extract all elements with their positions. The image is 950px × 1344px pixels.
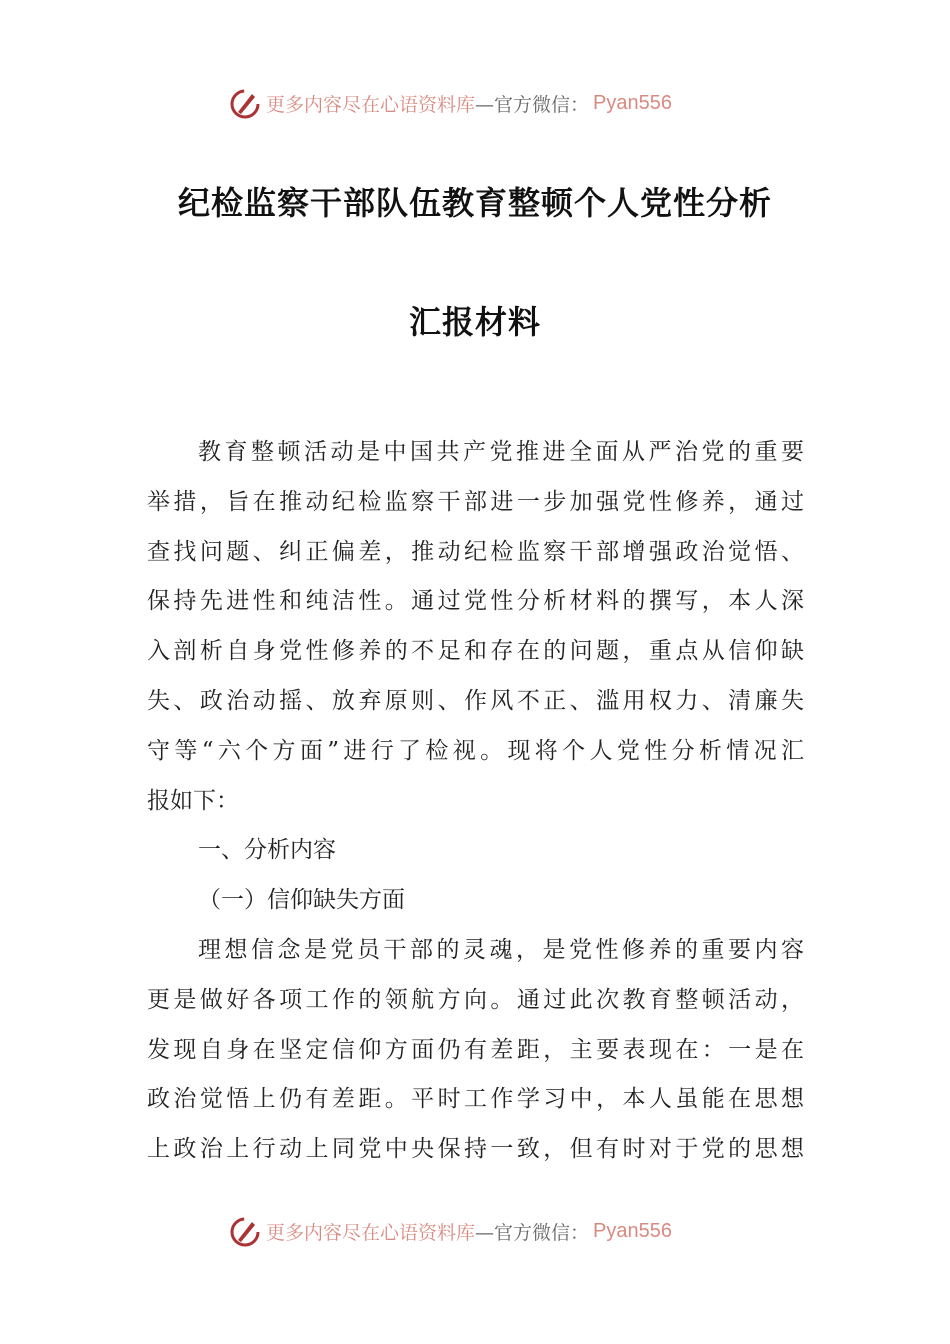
paragraph-line: 更是做好各项工作的领航方向。通过此次教育整顿活动， <box>147 986 804 1013</box>
watermark-wechat-id: Pyan556 <box>593 91 672 114</box>
paragraph-line: 举措，旨在推动纪检监察干部进一步加强党性修养，通过 <box>147 488 804 515</box>
paragraph-line: 查找问题、纠正偏差，推动纪检监察干部增强政治觉悟、 <box>147 538 804 565</box>
paragraph-line: 教育整顿活动是中国共产党推进全面从严治党的重要 <box>198 439 804 465</box>
paragraph-line: 发现自身在坚定信仰方面仍有差距，主要表现在：一是在 <box>147 1036 804 1063</box>
paragraph-line: 上政治上行动上同党中央保持一致，但有时对于党的思想 <box>147 1136 804 1163</box>
paragraph-line: 理想信念是党员干部的灵魂，是党性修养的重要内容 <box>198 936 804 963</box>
pen-logo-icon <box>228 1214 262 1248</box>
pen-logo-icon <box>228 86 262 120</box>
paragraph-line: 政治觉悟上仍有差距。平时工作学习中，本人虽能在思想 <box>147 1086 804 1113</box>
paragraph-line: 一、分析内容 <box>198 837 336 864</box>
watermark-official: —官方微信： <box>475 93 590 116</box>
document-title-line2: 汇报材料 <box>408 303 541 341</box>
document-body <box>147 428 804 1175</box>
watermark-wechat-id: Pyan556 <box>593 1219 672 1242</box>
watermark-text: 更多内容尽在心语资料库 <box>266 1221 476 1244</box>
document-title-line1: 纪检监察干部队伍教育整顿个人党性分析 <box>177 184 772 222</box>
header-watermark <box>228 85 672 121</box>
paragraph-line: 失、政治动摇、放弃原则、作风不正、滥用权力、清廉失 <box>147 687 804 714</box>
paragraph-line: （一）信仰缺失方面 <box>198 887 405 914</box>
paragraph-line: 入剖析自身党性修养的不足和存在的问题，重点从信仰缺 <box>147 638 804 665</box>
paragraph-line: 守等“六个方面”进行了检视。现将个人党性分析情况汇 <box>147 737 804 764</box>
paragraph-line: 报如下： <box>147 787 239 814</box>
paragraph-line: 保持先进性和纯洁性。通过党性分析材料的撰写，本人深 <box>147 588 804 615</box>
watermark-official: —官方微信： <box>475 1221 590 1244</box>
footer-watermark <box>228 1213 672 1249</box>
watermark-text: 更多内容尽在心语资料库 <box>266 93 476 116</box>
